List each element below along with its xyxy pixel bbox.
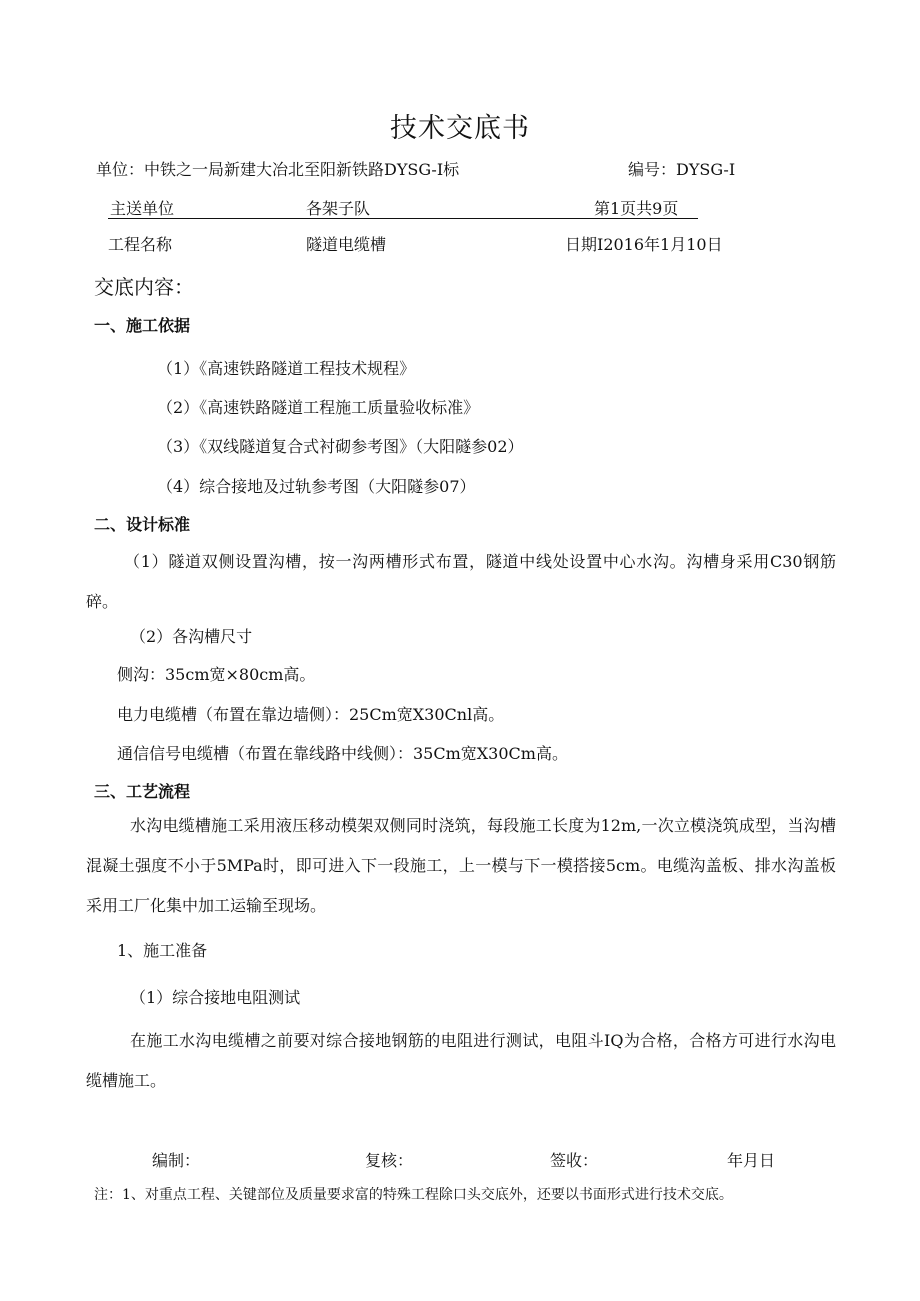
signal-cable-trough-size: 通信信号电缆槽（布置在靠线路中线侧）：35Cm宽X30Cm高。	[117, 744, 568, 763]
side-ditch-size: 侧沟：35cm宽×80cm高。	[117, 665, 316, 684]
construction-prep-heading: 1、施工准备	[117, 941, 208, 960]
signature-date-label: 年月日	[727, 1151, 776, 1170]
project-name-value: 隧道电缆槽	[306, 235, 387, 254]
power-cable-trough-size: 电力电缆槽（布置在靠边墙侧）：25Cm宽X30Cnl高。	[117, 705, 505, 724]
send-unit-value: 各架子队	[306, 199, 371, 218]
design-paragraph-2: （2）各沟槽尺寸	[130, 627, 253, 646]
send-unit-label: 主送单位	[110, 199, 175, 218]
footer-note: 注：1、对重点工程、关键部位及质量要求富的特殊工程除口头交底外，还要以书面形式进行技术交底。	[94, 1187, 733, 1203]
basis-item: （1）《高速铁路隧道工程技术规程》	[157, 359, 416, 378]
unit-line: 单位：中铁之一局新建大冶北至阳新铁路DYSG-I标	[96, 160, 460, 179]
review-label: 复核：	[365, 1151, 414, 1170]
basis-item: （3）《双线隧道复合式衬砌参考图》（大阳隧参02）	[157, 437, 524, 456]
design-paragraph-1: （1）隧道双侧设置沟槽，按一沟两槽形式布置，隧道中线处设置中心水沟。沟槽身采用C30钢筋碎。	[86, 552, 836, 611]
basis-item: （2）《高速铁路隧道工程施工质量验收标准》	[157, 398, 480, 417]
section-1-heading: 一、施工依据	[94, 316, 191, 335]
resistance-test-paragraph: 在施工水沟电缆槽之前要对综合接地钢筋的电阻进行测试，电阻斗IQ为合格，合格方可进行水沟电缆槽施工。	[86, 1031, 836, 1090]
page-count: 第1页共9页	[594, 199, 679, 218]
section-3-heading: 三、工艺流程	[94, 782, 191, 801]
content-label: 交底内容：	[94, 275, 194, 299]
editor-label: 编制：	[152, 1151, 201, 1170]
project-name-label: 工程名称	[108, 235, 173, 254]
section-2-heading: 二、设计标准	[94, 515, 191, 534]
resistance-test-heading: （1）综合接地电阻测试	[130, 988, 301, 1007]
header-underline	[108, 218, 698, 219]
basis-item: （4）综合接地及过轨参考图（大阳隧参07）	[157, 477, 476, 496]
document-number: 编号：DYSG-I	[628, 160, 736, 179]
document-title: 技术交底书	[390, 113, 530, 144]
receive-label: 签收：	[550, 1151, 599, 1170]
document-date: 日期I2016年1月10日	[565, 235, 723, 254]
process-paragraph: 水沟电缆槽施工采用液压移动模架双侧同时浇筑，每段施工长度为12m,一次立模浇筑成型，当沟槽混凝土强度不小于5MPa时，即可进入下一段施工，上一模与下一模搭接5cm。电缆沟盖板、排水沟盖板采用工厂化集中加工运输至现场。	[86, 816, 836, 915]
